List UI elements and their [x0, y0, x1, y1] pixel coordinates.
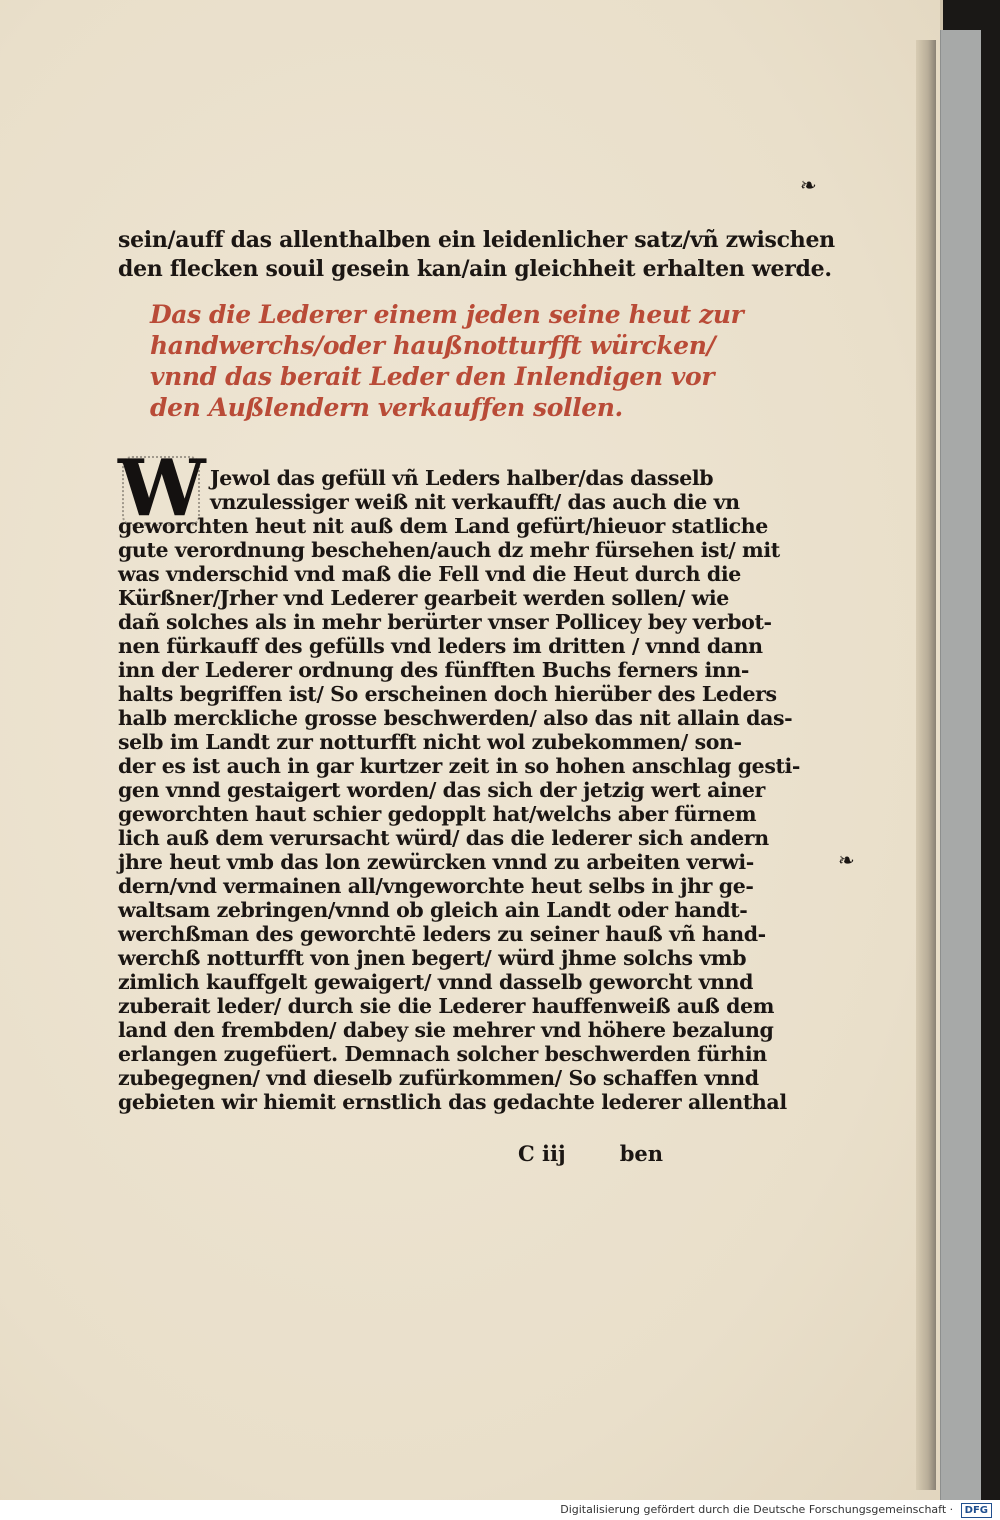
ornament-icon: ❧ [800, 173, 817, 197]
body-line: gebieten wir hiemit ernstlich das gedachte lederer allenthal [118, 1090, 787, 1114]
heading-line: handwerchs/oder haußnotturfft würcken/ [150, 331, 716, 360]
section-heading [150, 300, 744, 426]
body-line: gute verordnung beschehen/auch dz mehr fürsehen ist/ mit [118, 538, 780, 562]
body-line: gen vnnd gestaigert worden/ das sich der jetzig wert ainer [118, 778, 765, 802]
body-line: lich auß dem verursacht würd/ das die lederer sich andern [118, 826, 769, 850]
catchword: ben [619, 1141, 663, 1166]
body-line: jhre heut vmb das lon zewürcken vnnd zu arbeiten verwi- [118, 850, 754, 874]
body-line: nen fürkauff des gefülls vnd leders im dritten / vnnd dann [118, 634, 763, 658]
body-line: land den frembden/ dabey sie mehrer vnd höhere bezalung [118, 1018, 774, 1042]
text-line: sein/auff das allenthalben ein leidenlicher satz/vñ zwischen [118, 227, 835, 253]
body-line: halts begriffen ist/ So erscheinen doch hierüber des Leders [118, 682, 777, 706]
body-line: Kürßner/Jrher vnd Lederer gearbeit werden sollen/ wie [118, 586, 729, 610]
body-line: der es ist auch in gar kurtzer zeit in so hohen anschlag gesti- [118, 754, 801, 778]
body-line: vnzulessiger weiß nit verkaufft/ das auch die vn [210, 490, 740, 514]
body-line: was vnderschid vnd maß die Fell vnd die Heut durch die [118, 562, 741, 586]
body-line: selb im Landt zur notturfft nicht wol zubekommen/ son- [118, 730, 742, 754]
top-text-block [118, 227, 835, 287]
body-line: inn der Lederer ordnung des fünfften Buchs ferners inn- [118, 658, 750, 682]
body-line: zubegegnen/ vnd dieselb zufürkommen/ So schaffen vnnd [118, 1066, 759, 1090]
body-line: werchß notturfft von jnen begert/ würd jhme solchs vmb [118, 946, 747, 970]
dfg-logo-icon: DFG [961, 1503, 992, 1518]
footer-text: Digitalisierung gefördert durch die Deutsche Forschungsgemeinschaft · [560, 1503, 954, 1516]
body-line: zimlich kauffgelt gewaigert/ vnnd dasselb geworcht vnnd [118, 970, 754, 994]
body-line: dern/vnd vermainen all/vngeworchte heut selbs in jhr ge- [118, 874, 754, 898]
heading-line: Das die Lederer einem jeden seine heut zur [150, 300, 744, 329]
body-line: dañ solches als in mehr berürter vnser Pollicey bey verbot- [118, 610, 772, 634]
footer-credit [0, 1500, 1000, 1520]
body-line: waltsam zebringen/vnnd ob gleich ain Landt oder handt- [118, 898, 748, 922]
body-line: geworchten haut schier gedopplt hat/welchs aber fürnem [118, 802, 757, 826]
text-line: den flecken souil gesein kan/ain gleichheit erhalten werde. [118, 256, 832, 282]
decorated-initial: W [118, 443, 206, 534]
body-line: geworchten heut nit auß dem Land gefürt/hieuor statliche [118, 514, 768, 538]
body-text-block [118, 466, 801, 1116]
book-cover-board [940, 30, 981, 1510]
signature-line [518, 1141, 663, 1166]
signature-mark: C iij [518, 1141, 566, 1166]
heading-line: vnnd das berait Leder den Inlendigen vor [150, 362, 715, 391]
body-line: werchßman des geworchtē leders zu seiner hauß vñ hand- [118, 922, 766, 946]
body-line: erlangen zugefüert. Demnach solcher beschwerden fürhin [118, 1042, 767, 1066]
body-line: Jewol das gefüll vñ Leders halber/das dasselb [210, 466, 714, 490]
heading-line: den Außlendern verkauffen sollen. [150, 393, 623, 422]
body-line: halb merckliche grosse beschwerden/ also das nit allain das- [118, 706, 793, 730]
body-line: zuberait leder/ durch sie die Lederer hauffenweiß auß dem [118, 994, 775, 1018]
page-edge [916, 40, 936, 1490]
ornament-icon: ❧ [838, 848, 855, 872]
